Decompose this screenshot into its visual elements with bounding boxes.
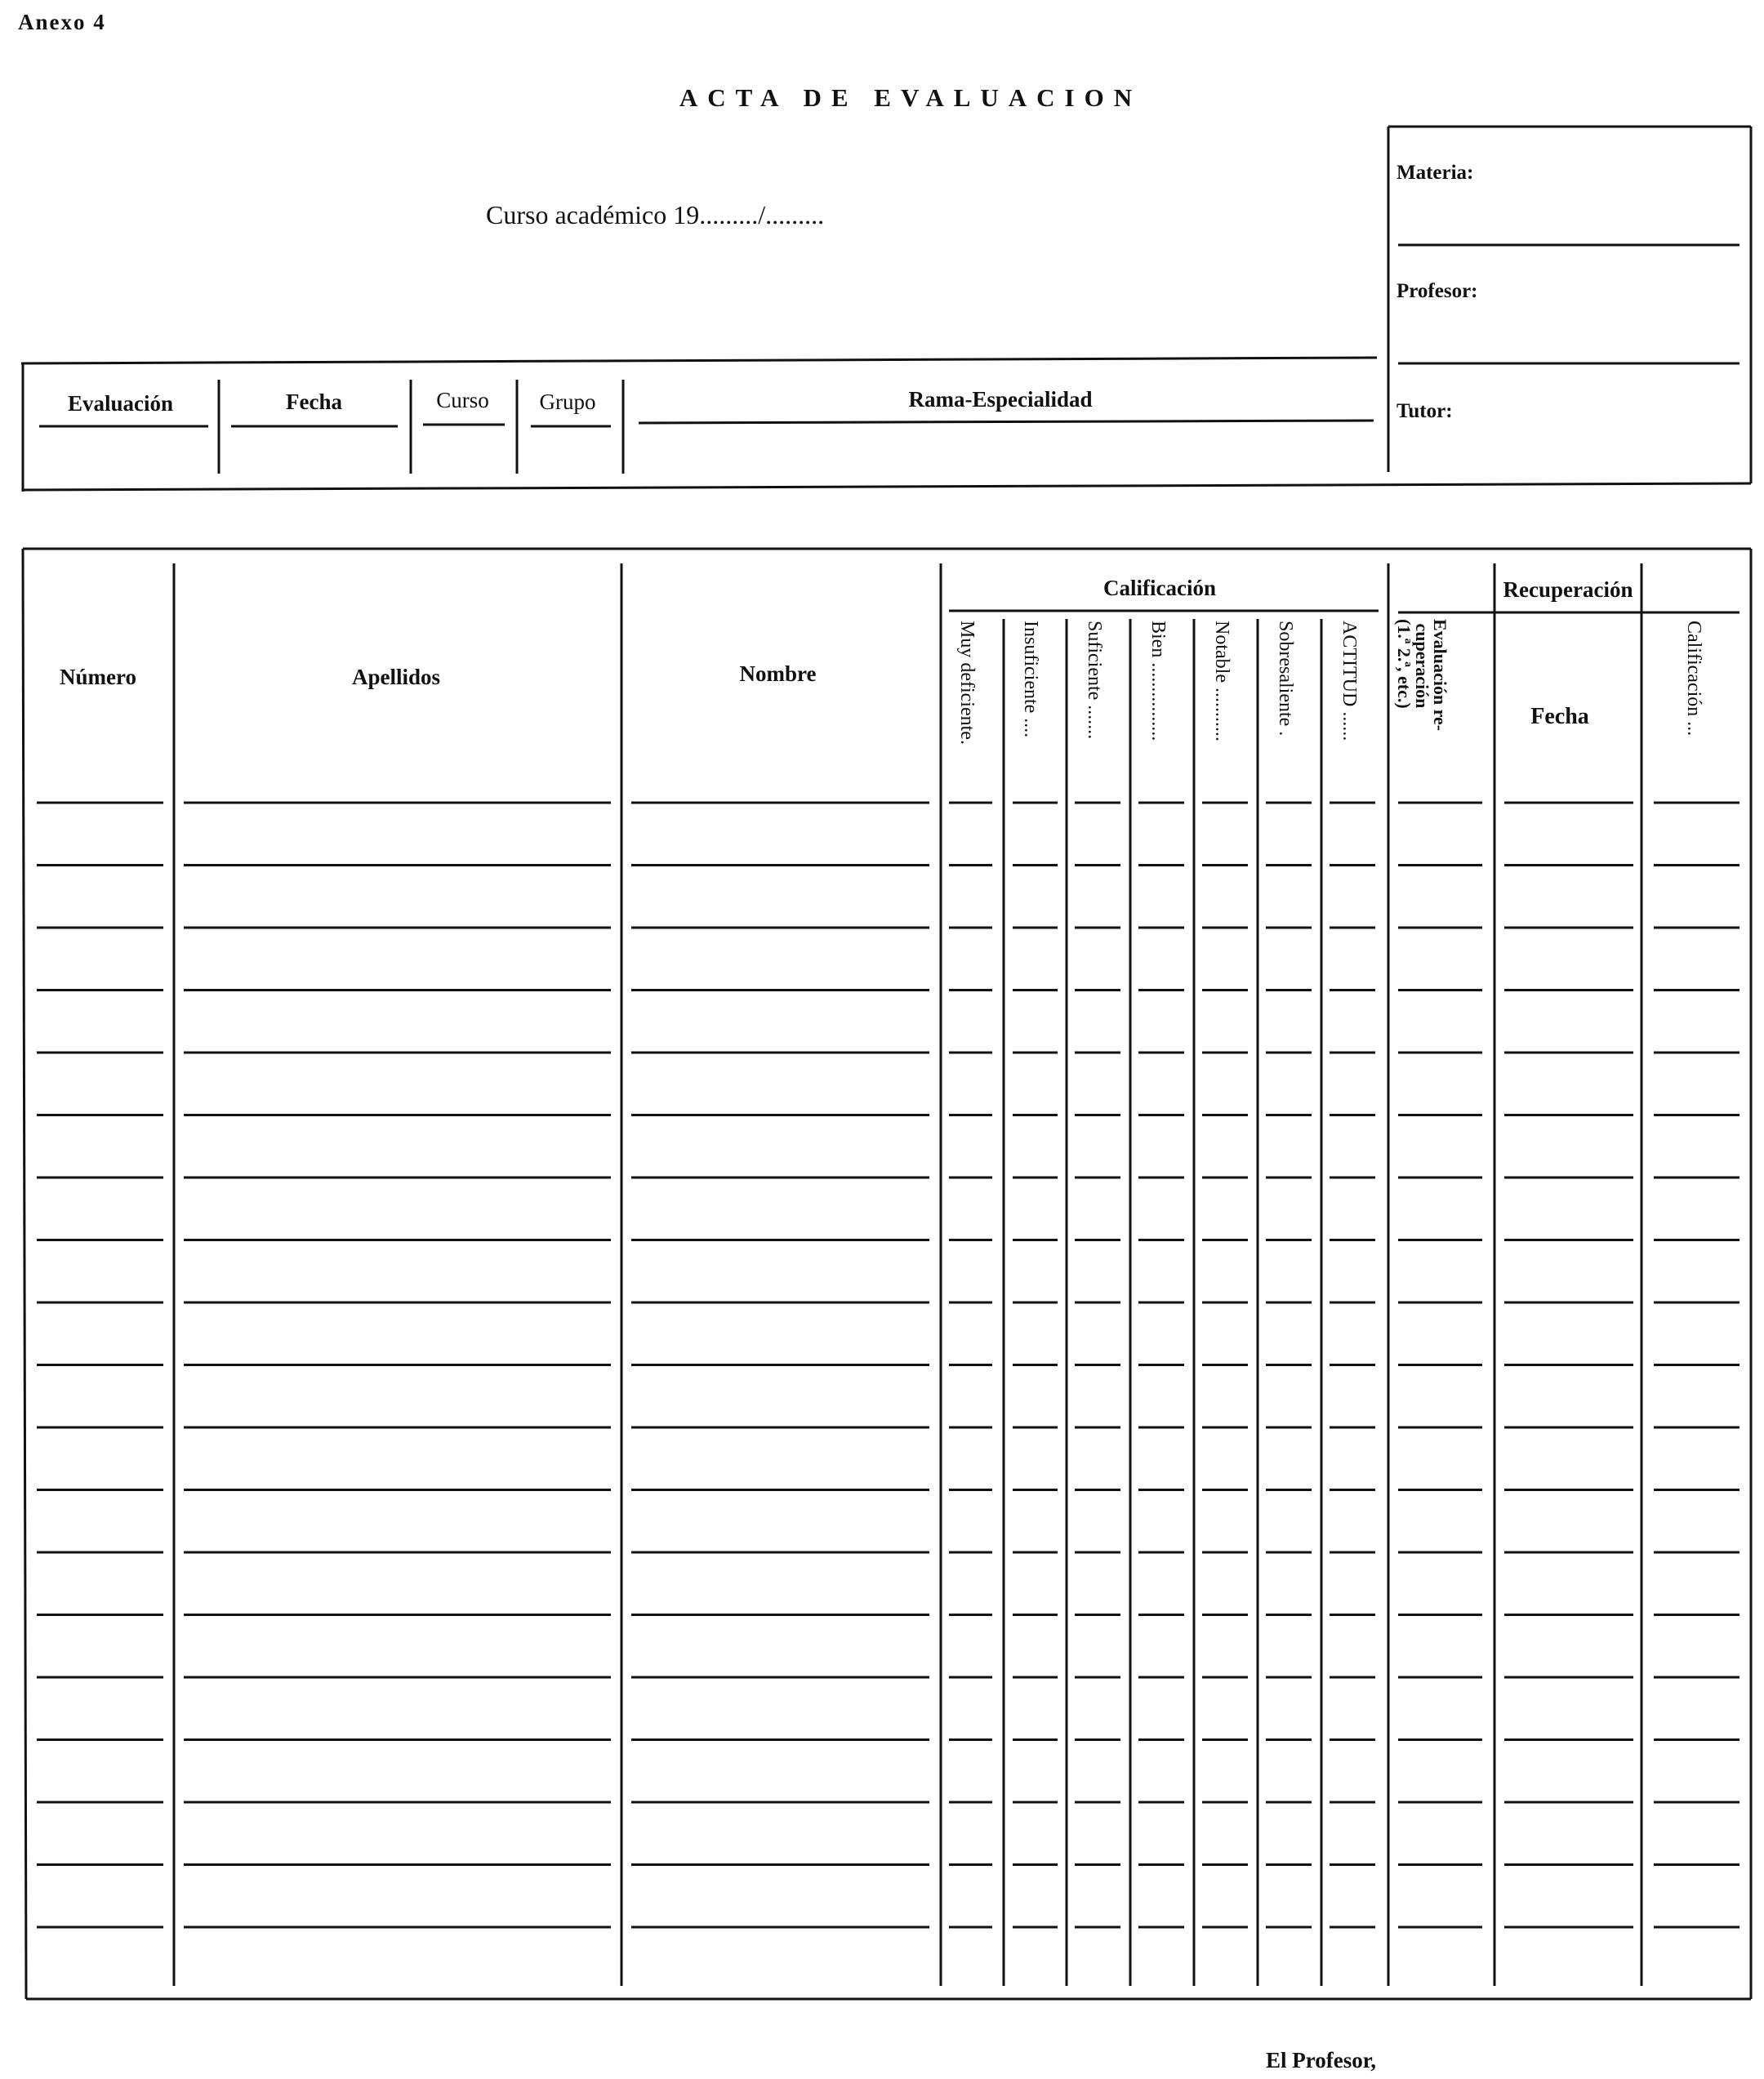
rama-header: Rama-Especialidad bbox=[908, 387, 1093, 412]
course-year-line: Curso académico 19........./......... bbox=[486, 200, 825, 229]
rama-underline bbox=[639, 421, 1374, 423]
numero-header: Número bbox=[60, 665, 136, 689]
recuperacion-group-header: Recuperación bbox=[1503, 577, 1633, 602]
tutor-label: Tutor: bbox=[1396, 400, 1453, 422]
grade-col-actitud: ACTITUD ...... bbox=[1339, 621, 1360, 741]
grade-col-bien: Bien ................ bbox=[1147, 621, 1169, 741]
evaluacion-header: Evaluación bbox=[67, 391, 174, 416]
top-table-top bbox=[21, 358, 1377, 363]
main-left bbox=[23, 549, 26, 1999]
signer-label: El Profesor, bbox=[1266, 2048, 1376, 2072]
grade-col-suficiente: Suficiente ....... bbox=[1084, 621, 1105, 740]
grade-col-notable: Notable ........... bbox=[1211, 621, 1232, 741]
annex-label: Anexo 4 bbox=[18, 10, 106, 34]
recup-eval-col: Evaluación re- cuperación (1.ª 2.ª, etc.) bbox=[1394, 619, 1450, 732]
fecha-header: Fecha bbox=[286, 390, 342, 414]
materia-label: Materia: bbox=[1396, 162, 1474, 184]
grade-col-muy-deficiente: Muy deficiente. bbox=[956, 621, 978, 745]
profesor-label: Profesor: bbox=[1396, 280, 1478, 302]
recup-calif-col: Calificación ... bbox=[1683, 621, 1704, 737]
recup-fecha-header: Fecha bbox=[1530, 704, 1589, 729]
curso-header: Curso bbox=[436, 388, 489, 412]
grupo-header: Grupo bbox=[539, 390, 596, 414]
calificacion-group-header: Calificación bbox=[1103, 576, 1216, 600]
grade-col-insuficiente: Insuficiente .... bbox=[1020, 621, 1041, 738]
grade-col-sobresaliente: Sobresaliente . bbox=[1275, 621, 1296, 737]
nombre-header: Nombre bbox=[739, 661, 817, 686]
title-text: ACTA DE EVALUACION bbox=[679, 83, 1143, 112]
top-table-bottom bbox=[23, 483, 1751, 490]
apellidos-header: Apellidos bbox=[351, 665, 441, 689]
